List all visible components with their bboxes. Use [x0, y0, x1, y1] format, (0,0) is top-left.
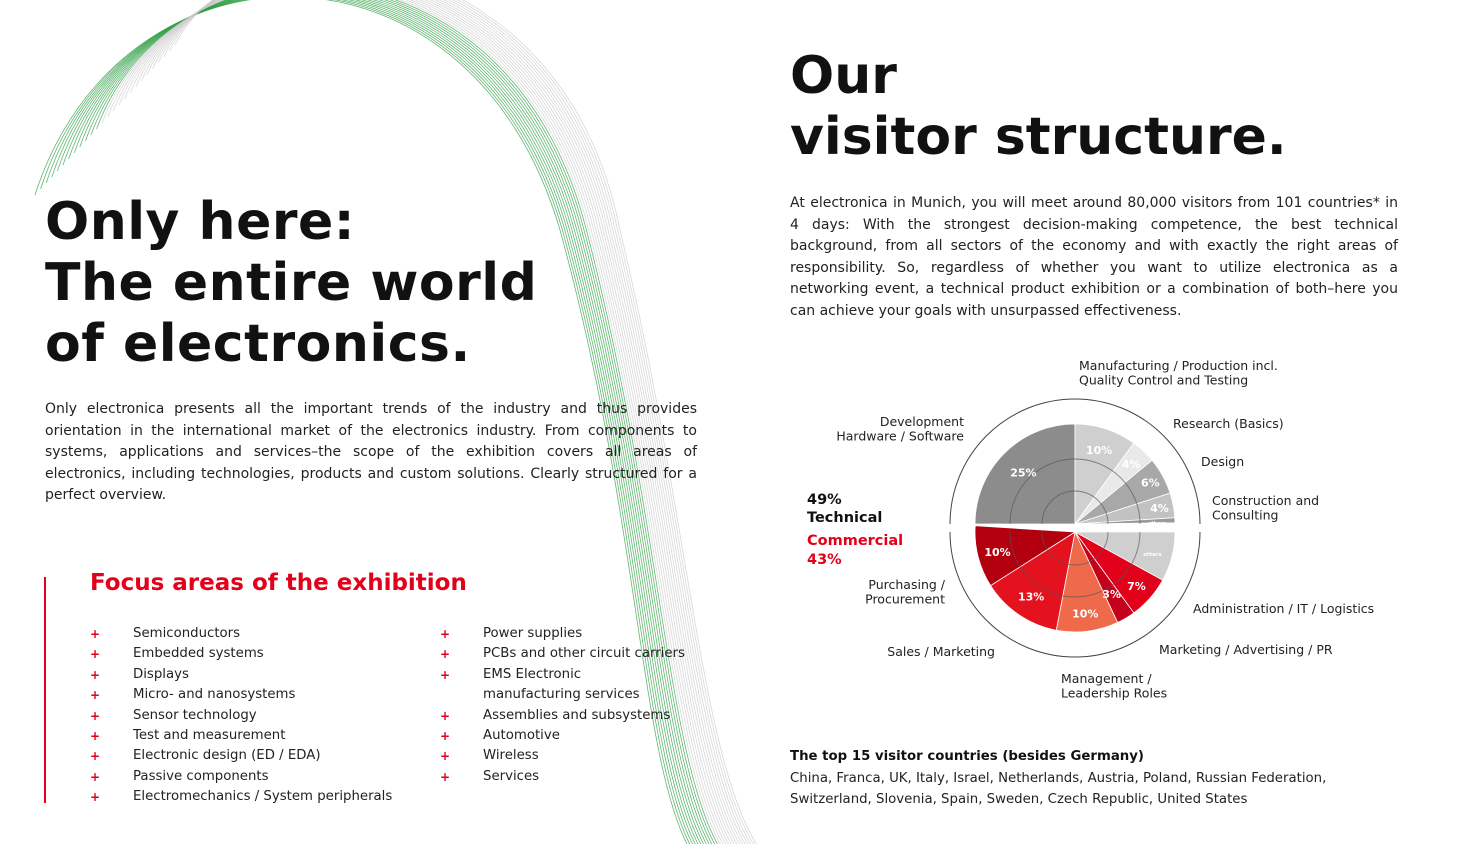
- focus-item: [90, 624, 392, 644]
- technical-category-label: Design: [1201, 454, 1245, 469]
- commercial-category-label: Purchasing /: [868, 577, 945, 592]
- chart-value-label: 4%: [1150, 501, 1169, 515]
- plus-bullet-icon: +: [440, 769, 451, 784]
- chart-value-label: 10%: [1072, 607, 1099, 621]
- commercial-percentage: 43%: [807, 552, 842, 568]
- chart-value-label: 10%: [984, 545, 1011, 559]
- focus-item-label: Test and measurement: [133, 728, 286, 744]
- plus-bullet-icon: +: [90, 790, 101, 805]
- focus-item: [90, 787, 392, 807]
- technical-percentage: 49%: [807, 492, 842, 508]
- chart-value-label: 25%: [1010, 466, 1037, 480]
- focus-item-label: Electronic design (ED / EDA): [133, 748, 321, 764]
- plus-bullet-icon: +: [90, 729, 101, 744]
- commercial-category-label: Management /: [1061, 671, 1152, 686]
- left-intro-paragraph: Only electronica presents all the important trends of the industry and thus provides orientation in the international market of the electronics industry. From components to systems, applications and services–the scope of the exhibition covers all areas of electronics, including technologies, products and custom solutions. Clearly structured for a perfect overview.: [45, 401, 697, 504]
- focus-item: [90, 746, 392, 766]
- technical-category-label: Development: [879, 414, 964, 429]
- left-headline-line-1: Only here:: [45, 192, 356, 252]
- focus-item-label: Embedded systems: [133, 646, 264, 662]
- chart-value-label: 4%: [1121, 458, 1141, 472]
- focus-item: [440, 665, 685, 685]
- focus-item: [90, 706, 392, 726]
- visitor-structure-chart: [780, 350, 1400, 710]
- top-countries-title: The top 15 visitor countries (besides Germany): [790, 749, 1145, 764]
- focus-item: [90, 685, 392, 705]
- focus-item: [90, 767, 392, 787]
- focus-item-label: manufacturing services: [483, 687, 640, 703]
- focus-item-label: Sensor technology: [133, 707, 257, 723]
- focus-item: [440, 706, 685, 726]
- left-headline-line-2: The entire world: [45, 253, 538, 313]
- focus-accent-bar: [44, 577, 46, 803]
- plus-bullet-icon: +: [90, 708, 101, 723]
- commercial-category-label: Sales / Marketing: [887, 644, 995, 659]
- technical-category-label: Research (Basics): [1173, 416, 1284, 431]
- technical-category-label: Consulting: [1212, 507, 1279, 523]
- focus-item: [90, 726, 392, 746]
- technical-category-label: Manufacturing / Production incl.: [1079, 358, 1278, 373]
- technical-category-label: Hardware / Software: [836, 428, 964, 444]
- focus-item: [440, 726, 685, 746]
- right-headline-line-2: visitor structure.: [790, 107, 1287, 167]
- focus-item: [440, 685, 685, 705]
- plus-bullet-icon: +: [90, 769, 101, 784]
- focus-item-label: Services: [483, 768, 540, 784]
- focus-list-column-1: [90, 624, 392, 808]
- plus-bullet-icon: +: [440, 749, 451, 764]
- focus-item-label: Passive components: [133, 768, 269, 784]
- chart-value-label: others: [1143, 551, 1162, 558]
- chart-value-label: 7%: [1127, 580, 1146, 594]
- technical-category-label: Construction and: [1212, 493, 1320, 508]
- focus-areas-title: Focus areas of the exhibition: [90, 570, 467, 596]
- chart-value-label: others: [1147, 520, 1167, 527]
- focus-item-label: Displays: [133, 666, 189, 682]
- commercial-category-label: Marketing / Advertising / PR: [1159, 642, 1333, 657]
- focus-item: [440, 746, 685, 766]
- focus-item: [440, 644, 685, 664]
- plus-bullet-icon: +: [90, 688, 101, 703]
- plus-bullet-icon: +: [440, 667, 451, 682]
- plus-bullet-icon: +: [440, 627, 451, 641]
- commercial-category-label: Leadership Roles: [1061, 685, 1168, 701]
- plus-bullet-icon: +: [90, 627, 101, 641]
- commercial-category-label: Administration / IT / Logistics: [1193, 601, 1375, 616]
- commercial-label: Commercial: [807, 533, 904, 549]
- plus-bullet-icon: +: [440, 647, 451, 662]
- plus-bullet-icon: +: [440, 729, 451, 744]
- focus-item: [440, 767, 685, 787]
- focus-item-label: Wireless: [483, 748, 539, 764]
- left-headline: [45, 192, 537, 375]
- focus-item-label: Assemblies and subsystems: [483, 707, 671, 723]
- focus-item-label: EMS Electronic: [483, 666, 582, 682]
- left-headline-line-3: of electronics.: [45, 314, 471, 374]
- plus-bullet-icon: +: [90, 667, 101, 682]
- plus-bullet-icon: +: [90, 749, 101, 764]
- focus-item-label: Electromechanics / System peripherals: [133, 789, 393, 805]
- focus-item-label: Automotive: [483, 728, 560, 744]
- chart-value-label: 6%: [1141, 476, 1160, 490]
- right-intro-paragraph: At electronica in Munich, you will meet around 80,000 visitors from 101 countries* in 4 days: With the strongest decision-making competence, the best technical background, from all sectors of the economy and with exactly the right areas of responsibility. So, regardless of whether you want to utilize electronica as a networking event, a technical product exhibition or a combination of both–here you can achieve your goals with unsurpassed effectiveness.: [790, 195, 1398, 319]
- focus-list-column-2: [440, 624, 685, 787]
- focus-item-label: Semiconductors: [133, 626, 241, 641]
- top-countries-list: China, Franca, UK, Italy, Israel, Netherlands, Austria, Poland, Russian Federation, Switzerland, Slovenia, Spain, Sweden, Czech Republic, United States: [790, 771, 1327, 807]
- focus-item-label: Micro- and nanosystems: [133, 687, 296, 703]
- plus-bullet-icon: +: [90, 647, 101, 662]
- focus-item-label: PCBs and other circuit carriers: [483, 646, 685, 662]
- focus-item-label: Power supplies: [483, 626, 583, 641]
- technical-label: Technical: [807, 510, 883, 526]
- right-headline: [790, 46, 1287, 168]
- chart-value-label: 10%: [1085, 443, 1113, 457]
- chart-value-label: 13%: [1017, 590, 1045, 604]
- focus-item: [440, 624, 685, 644]
- focus-item: [90, 644, 392, 664]
- focus-item: [90, 665, 392, 685]
- plus-bullet-icon: +: [440, 708, 451, 723]
- technical-category-label: Quality Control and Testing: [1079, 372, 1249, 388]
- chart-value-label: 3%: [1102, 587, 1121, 601]
- right-headline-line-1: Our: [790, 46, 897, 106]
- commercial-category-label: Procurement: [865, 591, 945, 607]
